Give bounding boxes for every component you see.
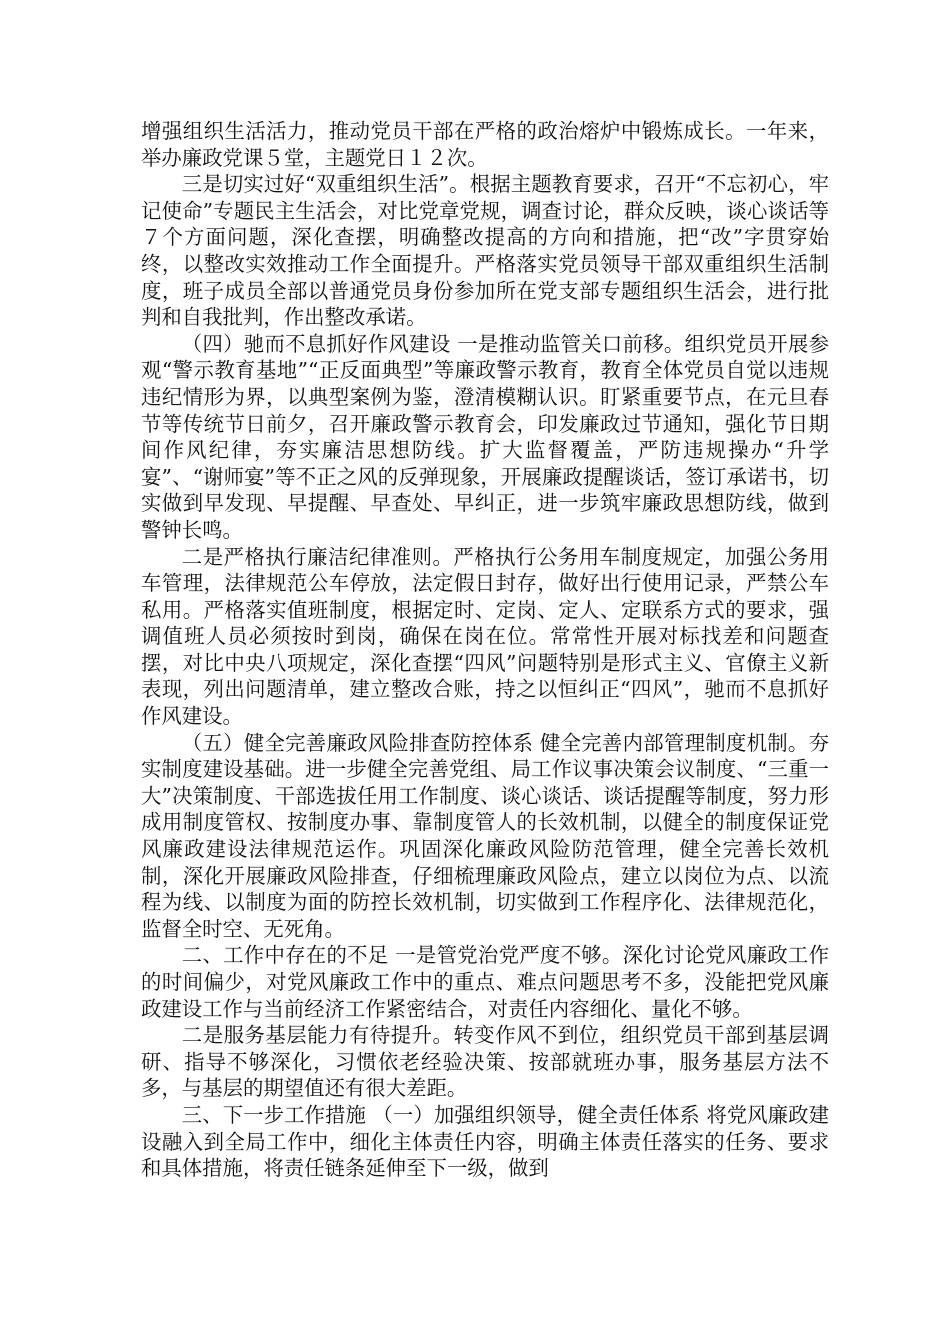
document-body bbox=[141, 118, 829, 1182]
paragraph: 三、下一步工作措施 （一）加强组织领导，健全责任体系 将党风廉政建设融入到全局工作中，细化主体责任内容，明确主体责任落实的任务、要求和具体措施，将责任链条延伸至下一级，做到 bbox=[141, 1102, 829, 1181]
paragraph: 二是严格执行廉洁纪律准则。严格执行公务用车制度规定，加强公务用车管理，法律规范公车停放，法定假日封存，做好出行使用记录，严禁公车私用。严格落实值班制度，根据定时、定岗、定人、定联系方式的要求，强调值班人员必须按时到岗，确保在岗在位。常常性开展对标找差和问题查摆，对比中央八项规定，深化查摆“四风”问题特别是形式主义、官僚主义新表现，列出问题清单，建立整改合账，持之以恒纠正“四风”，驰而不息抓好作风建设。 bbox=[141, 544, 829, 729]
paragraph: （五）健全完善廉政风险排查防控体系 健全完善内部管理制度机制。夯实制度建设基础。进一步健全完善党组、局工作议事决策会议制度、“三重一大”决策制度、干部选拔任用工作制度、谈心谈话、谈话提醒等制度，努力形成用制度管权、按制度办事、靠制度管人的长效机制，以健全的制度保证党风廉政建设法律规范运作。巩固深化廉政风险防范管理，健全完善长效机制，深化开展廉政风险排查，仔细梳理廉政风险点，建立以岗位为点、以流程为线、以制度为面的防控长效机制，切实做到工作程序化、法律规范化，监督全时空、无死角。 bbox=[141, 730, 829, 941]
paragraph: 二、工作中存在的不足 一是管党治党严度不够。深化讨论党风廉政工作的时间偏少，对党风廉政工作中的重点、难点问题思考不多，没能把党风廉政建设工作与当前经济工作紧密结合，对责任内容细化、量化不够。 bbox=[141, 943, 829, 1021]
paragraph: 增强组织生活活力，推动党员干部在严格的政治熔炉中锻炼成长。一年来，举办廉政党课５堂，主题党日１２次。 bbox=[141, 119, 829, 170]
paragraph: 三是切实过好“双重组织生活”。根据主题教育要求，召开“不忘初心，牢记使命”专题民主生活会，对比党章党规，调查讨论，群众反映，谈心谈话等７个方面问题，深化查摆，明确整改提高的方向和措施，把“改”字贯穿始终，以整改实效推动工作全面提升。严格落实党员领导干部双重组织生活制度，班子成员全部以普通党员身份参加所在党支部专题组织生活会，进行批判和自我批判，作出整改承诺。 bbox=[141, 172, 829, 330]
paragraph: 二是服务基层能力有待提升。转变作风不到位，组织党员干部到基层调研、指导不够深化，习惯依老经验决策、按部就班办事，服务基层方法不多，与基层的期望值还有很大差距。 bbox=[141, 1023, 829, 1101]
paragraph: （四）驰而不息抓好作风建设 一是推动监管关口前移。组织党员开展参观“警示教育基地”“正反面典型”等廉政警示教育，教育全体党员自觉以违规违纪情形为界，以典型案例为鉴，澄清模糊认识。盯紧重要节点，在元旦春节等传统节日前夕，召开廉政警示教育会，印发廉政过节通知，强化节日期间作风纪律，夯实廉洁思想防线。扩大监督覆盖，严防违规操办“升学宴”、“谢师宴”等不正之风的反弹现象，开展廉政提醒谈话，签订承诺书，切实做到早发现、早提醒、早查处、早纠正，进一步筑牢廉政思想防线，做到警钟长鸣。 bbox=[141, 331, 829, 542]
